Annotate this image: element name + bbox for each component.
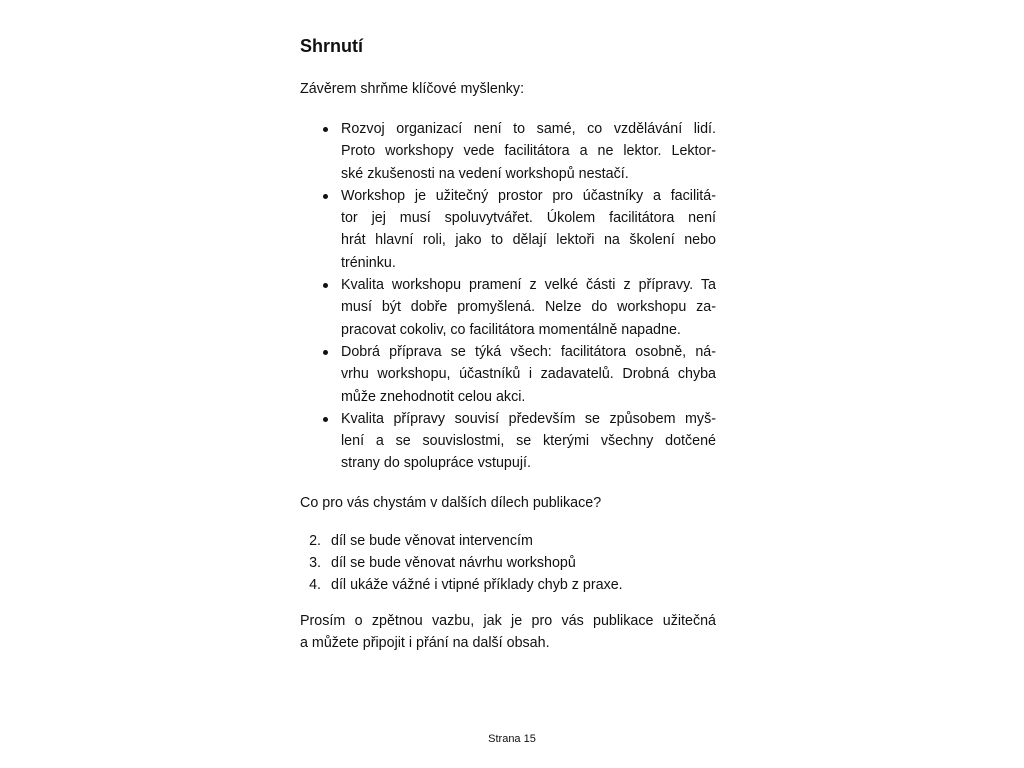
numbered-item xyxy=(300,530,623,552)
bullet-line: může znehodnotit celou akci. xyxy=(341,388,526,405)
bullet-line: ské zkušenosti na vedení workshopů nestačí. xyxy=(341,165,629,182)
bullet-line: Dobrá příprava se týká všech: facilitátora osobně, ná- xyxy=(341,343,716,360)
page-number: Strana 15 xyxy=(488,733,536,745)
closing-line: a můžete připojit i přání na další obsah. xyxy=(300,635,550,652)
bullet-line: pracovat cokoliv, co facilitátora momentálně napadne. xyxy=(341,321,681,338)
numbered-item xyxy=(300,574,623,596)
intro-text: Závěrem shrňme klíčové myšlenky: xyxy=(300,81,525,97)
bullet-line: Rozvoj organizací není to samé, co vzdělávání lidí. xyxy=(341,121,716,137)
upcoming-parts-list xyxy=(300,530,623,596)
bullet-line: Proto workshopy vede facilitátora a ne lektor. Lektor- xyxy=(341,143,716,160)
item-number: 3. xyxy=(309,555,321,571)
bullet-item xyxy=(300,408,716,475)
bullet-line: Kvalita přípravy souvisí především se způsobem myš- xyxy=(341,410,716,427)
bullet-icon xyxy=(323,350,328,355)
bullet-line: lení a se souvislostmi, se kterými všechny dotčené xyxy=(341,433,716,450)
bullet-line: Workshop je užitečný prostor pro účastníky a facilitá- xyxy=(341,187,716,204)
summary-bullet-list xyxy=(300,118,716,475)
bullet-line: vrhu workshopu, účastníků i zadavatelů. Drobná chyba xyxy=(341,366,716,383)
bullet-item xyxy=(300,185,716,274)
item-number: 2. xyxy=(309,533,321,549)
bullet-icon xyxy=(323,417,328,422)
item-text: díl ukáže vážné i vtipné příklady chyb z praxe. xyxy=(331,577,623,593)
bullet-line: tor jej musí spoluvytvářet. Úkolem facilitátora není xyxy=(341,210,716,227)
item-number: 4. xyxy=(309,577,321,593)
bullet-icon xyxy=(323,194,328,199)
bullet-line: Kvalita workshopu pramení z velké části z přípravy. Ta xyxy=(341,277,716,294)
intro-paragraph xyxy=(300,78,716,100)
bullet-item xyxy=(300,341,716,408)
question-text: Co pro vás chystám v dalších dílech publikace? xyxy=(300,495,602,511)
closing-paragraph xyxy=(300,610,716,655)
bullet-item xyxy=(300,274,716,341)
bullet-icon xyxy=(323,283,328,288)
bullet-line: hrát hlavní roli, jako to dělají lektoři na školení nebo xyxy=(341,232,716,249)
closing-line: Prosím o zpětnou vazbu, jak je pro vás publikace užitečná xyxy=(300,613,716,629)
question-paragraph xyxy=(300,492,716,514)
bullet-line: strany do spolupráce vstupují. xyxy=(341,455,531,472)
item-text: díl se bude věnovat návrhu workshopů xyxy=(331,555,576,571)
bullet-item xyxy=(300,118,716,185)
bullet-line: tréninku. xyxy=(341,254,396,271)
item-text: díl se bude věnovat intervencím xyxy=(331,533,533,549)
section-heading: Shrnutí xyxy=(300,36,363,56)
numbered-item xyxy=(300,552,623,574)
bullet-icon xyxy=(323,127,328,132)
bullet-line: musí být dobře promyšlená. Nelze do workshopu za- xyxy=(341,299,716,316)
